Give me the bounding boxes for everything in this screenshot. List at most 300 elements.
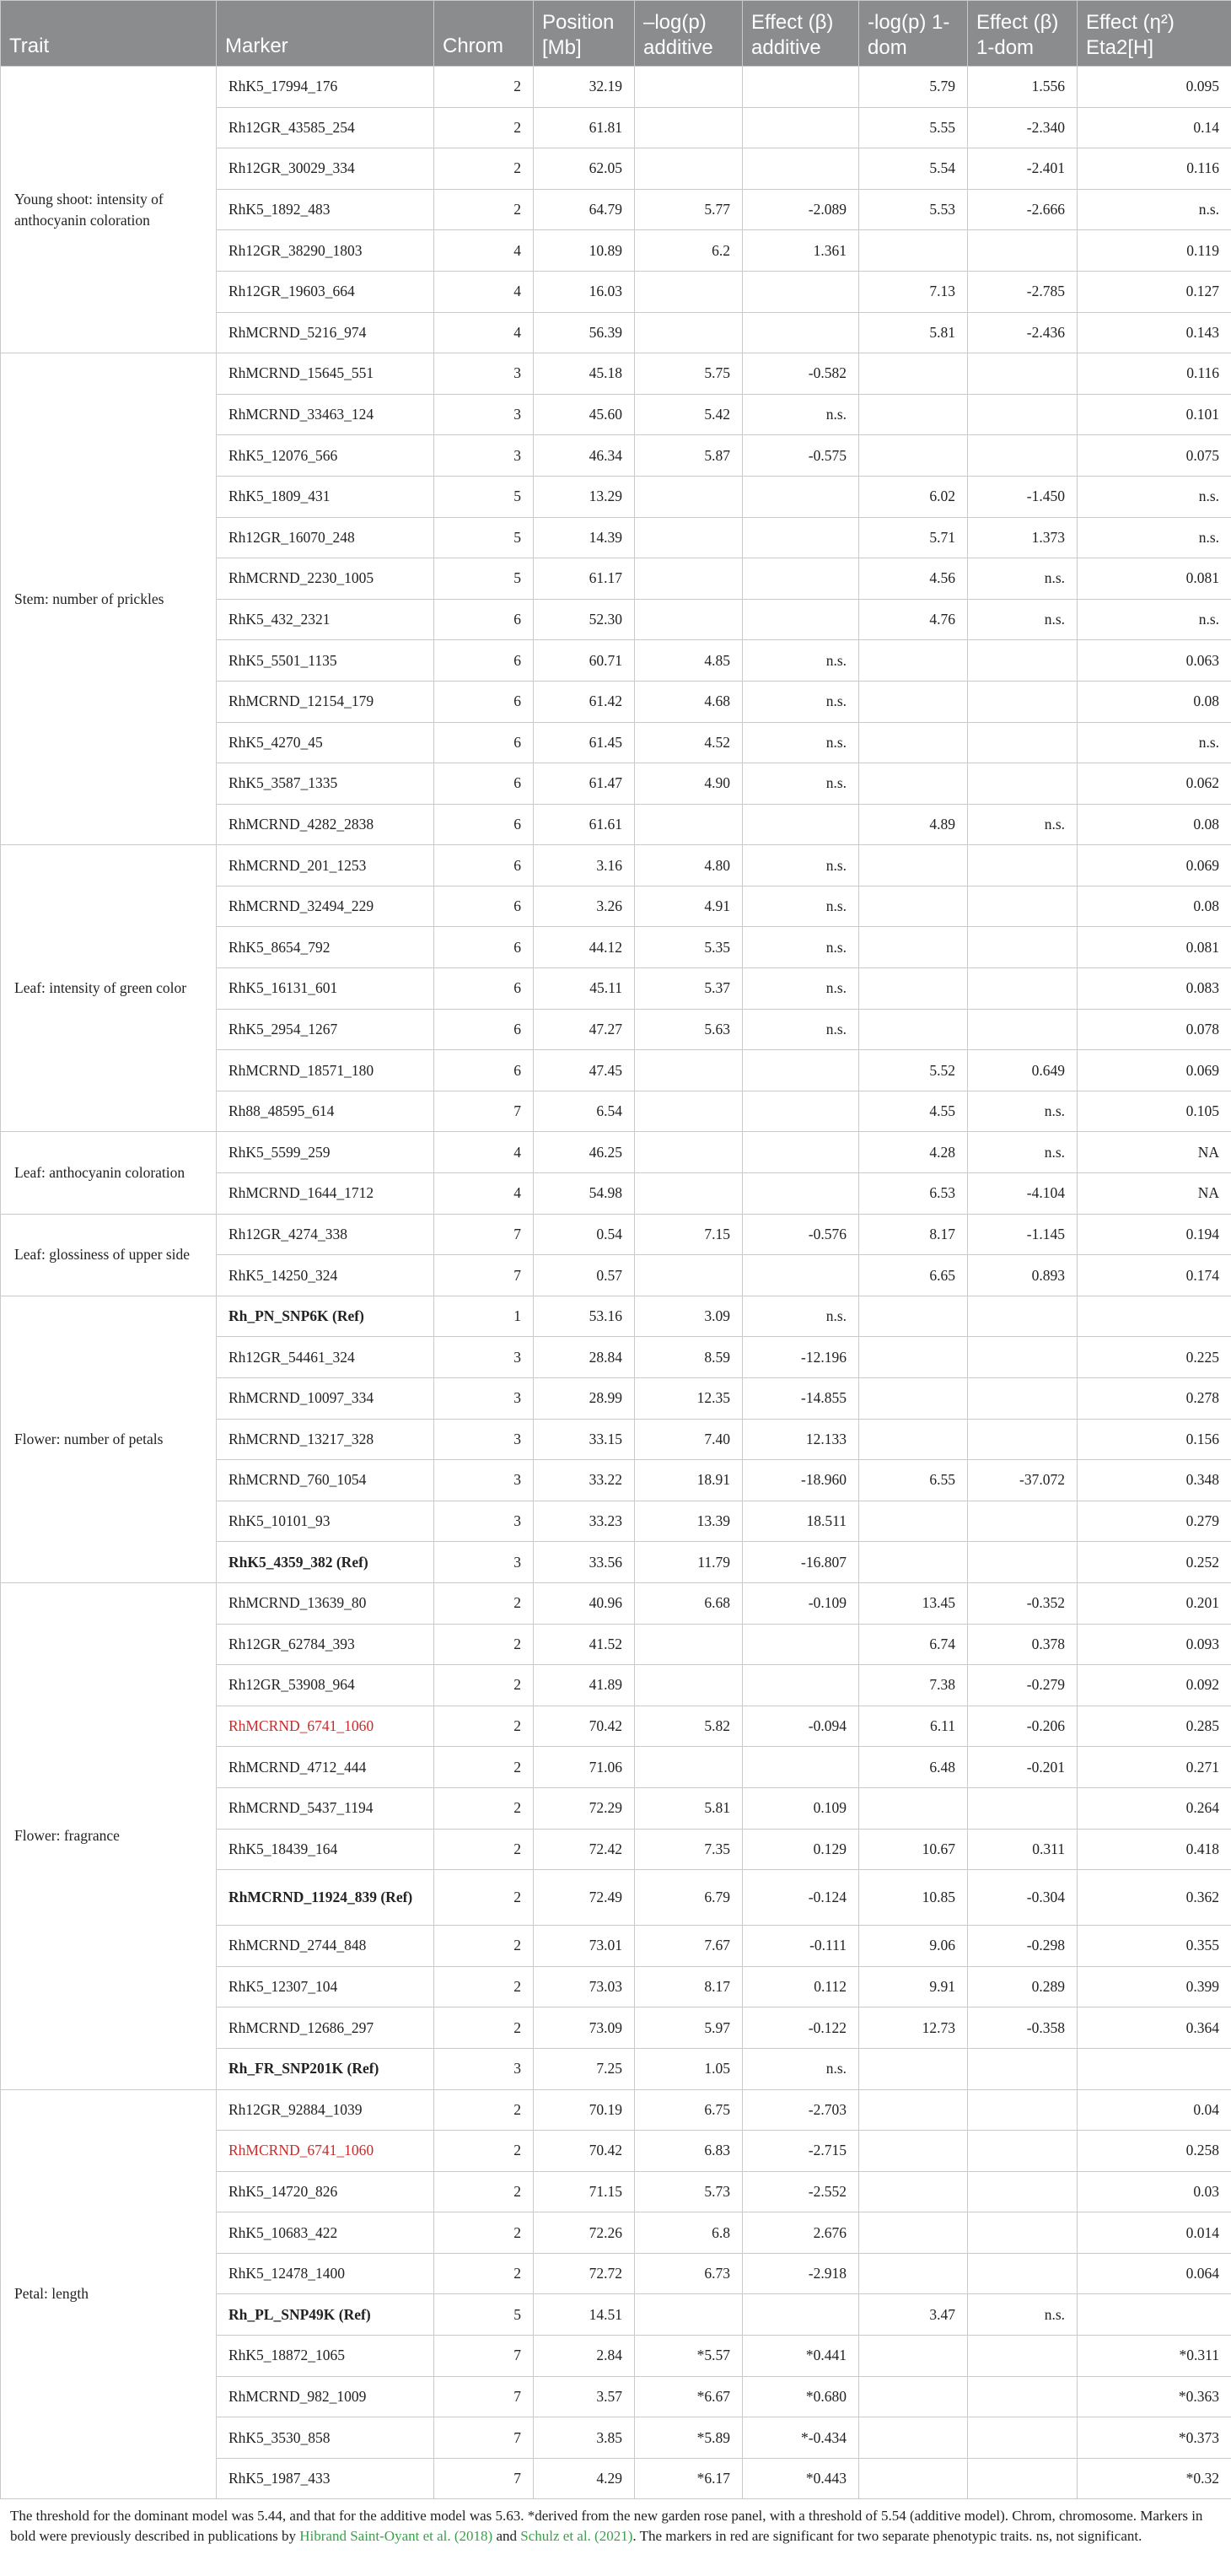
- position-cell: 33.22: [534, 1460, 635, 1501]
- logp-dominant-cell: 7.38: [859, 1665, 968, 1706]
- position-cell: 72.72: [534, 2253, 635, 2294]
- effect-additive-cell: [743, 2294, 859, 2336]
- effect-dominant-cell: [968, 2131, 1078, 2172]
- effect-eta-cell: [1078, 2294, 1231, 2336]
- effect-additive-cell: -0.582: [743, 353, 859, 395]
- effect-dominant-cell: [968, 2171, 1078, 2212]
- effect-eta-cell: 0.083: [1078, 968, 1231, 1010]
- logp-dominant-cell: 6.53: [859, 1173, 968, 1215]
- chrom-cell: 7: [434, 1214, 534, 1255]
- logp-dominant-cell: 6.65: [859, 1255, 968, 1296]
- chrom-cell: 2: [434, 2131, 534, 2172]
- table-body: [1, 67, 1231, 2499]
- position-cell: 32.19: [534, 67, 635, 108]
- position-cell: 0.54: [534, 1214, 635, 1255]
- effect-eta-cell: 0.093: [1078, 1624, 1231, 1665]
- logp-additive-cell: 6.73: [635, 2253, 743, 2294]
- logp-dominant-cell: 4.55: [859, 1091, 968, 1132]
- effect-additive-cell: 12.133: [743, 1419, 859, 1460]
- position-cell: 33.56: [534, 1542, 635, 1583]
- logp-additive-cell: 7.67: [635, 1926, 743, 1967]
- logp-additive-cell: [635, 476, 743, 517]
- reference-link-schulz[interactable]: Schulz et al. (2021): [520, 2528, 633, 2545]
- chrom-cell: 4: [434, 271, 534, 312]
- chrom-cell: 2: [434, 1747, 534, 1788]
- marker-cell: RhK5_18439_164: [217, 1829, 434, 1870]
- position-cell: 72.42: [534, 1829, 635, 1870]
- marker-cell: RhMCRND_982_1009: [217, 2376, 434, 2417]
- logp-additive-cell: [635, 517, 743, 558]
- effect-additive-cell: [743, 148, 859, 190]
- effect-additive-cell: [743, 1173, 859, 1215]
- marker-cell: RhMCRND_760_1054: [217, 1460, 434, 1501]
- marker-cell: RhMCRND_15645_551: [217, 353, 434, 395]
- logp-dominant-cell: 3.47: [859, 2294, 968, 2336]
- marker-cell: RhMCRND_13639_80: [217, 1582, 434, 1624]
- marker-cell: RhMCRND_13217_328: [217, 1419, 434, 1460]
- effect-eta-cell: 0.285: [1078, 1706, 1231, 1747]
- chrom-cell: 2: [434, 1624, 534, 1665]
- effect-additive-cell: n.s.: [743, 886, 859, 927]
- logp-dominant-cell: [859, 1501, 968, 1542]
- position-cell: 7.25: [534, 2048, 635, 2089]
- effect-additive-cell: [743, 1747, 859, 1788]
- position-cell: 46.25: [534, 1132, 635, 1173]
- chrom-cell: 7: [434, 1091, 534, 1132]
- position-cell: 61.42: [534, 681, 635, 722]
- effect-dominant-cell: [968, 681, 1078, 722]
- position-cell: 13.29: [534, 476, 635, 517]
- chrom-cell: 2: [434, 1870, 534, 1926]
- effect-eta-cell: 0.399: [1078, 1966, 1231, 2007]
- header-trait: Trait: [1, 1, 217, 67]
- logp-dominant-cell: 5.81: [859, 312, 968, 353]
- effect-dominant-cell: -37.072: [968, 1460, 1078, 1501]
- logp-additive-cell: 5.77: [635, 189, 743, 230]
- effect-eta-cell: 0.063: [1078, 640, 1231, 682]
- position-cell: 41.89: [534, 1665, 635, 1706]
- effect-additive-cell: [743, 271, 859, 312]
- effect-additive-cell: n.s.: [743, 1009, 859, 1050]
- logp-additive-cell: 13.39: [635, 1501, 743, 1542]
- logp-additive-cell: [635, 1665, 743, 1706]
- effect-dominant-cell: 0.893: [968, 1255, 1078, 1296]
- position-cell: 61.61: [534, 804, 635, 845]
- logp-additive-cell: [635, 1624, 743, 1665]
- logp-dominant-cell: 5.53: [859, 189, 968, 230]
- position-cell: 61.47: [534, 763, 635, 805]
- effect-additive-cell: 0.112: [743, 1966, 859, 2007]
- header-effect-additive: Effect (β) additive: [743, 1, 859, 67]
- effect-eta-cell: 0.225: [1078, 1337, 1231, 1378]
- logp-dominant-cell: [859, 681, 968, 722]
- logp-additive-cell: [635, 1050, 743, 1091]
- table-row: [1, 1582, 1231, 1624]
- effect-additive-cell: [743, 312, 859, 353]
- marker-cell: RhMCRND_2744_848: [217, 1926, 434, 1967]
- logp-dominant-cell: 4.56: [859, 558, 968, 600]
- logp-dominant-cell: [859, 722, 968, 763]
- effect-additive-cell: 2.676: [743, 2212, 859, 2254]
- effect-additive-cell: -0.109: [743, 1582, 859, 1624]
- chrom-cell: 6: [434, 640, 534, 682]
- logp-additive-cell: [635, 67, 743, 108]
- effect-dominant-cell: [968, 2458, 1078, 2499]
- logp-dominant-cell: 6.48: [859, 1747, 968, 1788]
- effect-additive-cell: 0.109: [743, 1787, 859, 1829]
- marker-cell: RhMCRND_1644_1712: [217, 1173, 434, 1215]
- chrom-cell: 6: [434, 804, 534, 845]
- effect-dominant-cell: [968, 2417, 1078, 2459]
- effect-dominant-cell: [968, 1337, 1078, 1378]
- marker-cell: Rh12GR_43585_254: [217, 107, 434, 148]
- effect-additive-cell: n.s.: [743, 640, 859, 682]
- effect-eta-cell: 0.101: [1078, 394, 1231, 435]
- effect-eta-cell: 0.075: [1078, 435, 1231, 477]
- position-cell: 14.39: [534, 517, 635, 558]
- chrom-cell: 2: [434, 1966, 534, 2007]
- marker-cell: RhMCRND_5216_974: [217, 312, 434, 353]
- marker-cell: RhMCRND_6741_1060: [217, 1706, 434, 1747]
- effect-eta-cell: 0.069: [1078, 845, 1231, 887]
- marker-cell: RhMCRND_5437_1194: [217, 1787, 434, 1829]
- position-cell: 71.06: [534, 1747, 635, 1788]
- marker-cell: Rh_FR_SNP201K (Ref): [217, 2048, 434, 2089]
- logp-additive-cell: 8.17: [635, 1966, 743, 2007]
- marker-cell: RhMCRND_11924_839 (Ref): [217, 1870, 434, 1926]
- logp-additive-cell: [635, 1747, 743, 1788]
- logp-additive-cell: [635, 1132, 743, 1173]
- trait-cell: Young shoot: intensity of anthocyanin coloration: [1, 67, 217, 353]
- table-row: [1, 845, 1231, 887]
- position-cell: 52.30: [534, 599, 635, 640]
- effect-dominant-cell: -2.666: [968, 189, 1078, 230]
- effect-eta-cell: 0.04: [1078, 2089, 1231, 2131]
- table-row: [1, 1296, 1231, 1337]
- position-cell: 72.26: [534, 2212, 635, 2254]
- effect-additive-cell: -2.089: [743, 189, 859, 230]
- marker-cell: RhK5_4359_382 (Ref): [217, 1542, 434, 1583]
- effect-additive-cell: [743, 107, 859, 148]
- effect-eta-cell: *0.311: [1078, 2336, 1231, 2377]
- logp-additive-cell: [635, 1091, 743, 1132]
- chrom-cell: 2: [434, 2089, 534, 2131]
- marker-cell: RhMCRND_201_1253: [217, 845, 434, 887]
- effect-dominant-cell: [968, 394, 1078, 435]
- logp-additive-cell: 3.09: [635, 1296, 743, 1337]
- position-cell: 62.05: [534, 148, 635, 190]
- effect-additive-cell: -2.918: [743, 2253, 859, 2294]
- logp-dominant-cell: [859, 394, 968, 435]
- effect-additive-cell: -2.552: [743, 2171, 859, 2212]
- marker-cell: RhK5_16131_601: [217, 968, 434, 1010]
- marker-cell: RhK5_10683_422: [217, 2212, 434, 2254]
- position-cell: 70.19: [534, 2089, 635, 2131]
- effect-eta-cell: 0.194: [1078, 1214, 1231, 1255]
- chrom-cell: 5: [434, 558, 534, 600]
- marker-cell: RhMCRND_12154_179: [217, 681, 434, 722]
- effect-dominant-cell: n.s.: [968, 2294, 1078, 2336]
- logp-additive-cell: 5.63: [635, 1009, 743, 1050]
- effect-additive-cell: -0.576: [743, 1214, 859, 1255]
- logp-dominant-cell: [859, 1787, 968, 1829]
- logp-additive-cell: *5.89: [635, 2417, 743, 2459]
- effect-additive-cell: [743, 1624, 859, 1665]
- logp-additive-cell: [635, 1255, 743, 1296]
- effect-eta-cell: [1078, 1296, 1231, 1337]
- effect-dominant-cell: -0.201: [968, 1747, 1078, 1788]
- chrom-cell: 2: [434, 2212, 534, 2254]
- effect-additive-cell: n.s.: [743, 681, 859, 722]
- logp-additive-cell: [635, 2294, 743, 2336]
- logp-additive-cell: 5.87: [635, 435, 743, 477]
- chrom-cell: 4: [434, 1132, 534, 1173]
- marker-cell: RhK5_3587_1335: [217, 763, 434, 805]
- effect-eta-cell: 0.081: [1078, 927, 1231, 968]
- effect-dominant-cell: n.s.: [968, 599, 1078, 640]
- effect-additive-cell: n.s.: [743, 845, 859, 887]
- position-cell: 61.81: [534, 107, 635, 148]
- chrom-cell: 2: [434, 67, 534, 108]
- logp-additive-cell: [635, 312, 743, 353]
- marker-cell: RhK5_3530_858: [217, 2417, 434, 2459]
- header-chrom: Chrom: [434, 1, 534, 67]
- position-cell: 72.29: [534, 1787, 635, 1829]
- chrom-cell: 4: [434, 230, 534, 272]
- effect-eta-cell: 0.03: [1078, 2171, 1231, 2212]
- effect-dominant-cell: [968, 1009, 1078, 1050]
- header-marker: Marker: [217, 1, 434, 67]
- marker-cell: RhK5_1987_433: [217, 2458, 434, 2499]
- position-cell: 70.42: [534, 2131, 635, 2172]
- effect-additive-cell: -0.124: [743, 1870, 859, 1926]
- position-cell: 44.12: [534, 927, 635, 968]
- header-effect-eta: [1078, 1, 1231, 67]
- footnote-text-1: The threshold for the dominant model was 5.44, and that for the additive model was 5.63. *derived from the new garden rose panel, with a threshold of 5.54 (additive model). Chrom, chromosome. Markers in bold were previously described in publications by: [10, 2508, 1203, 2545]
- marker-cell: RhK5_12076_566: [217, 435, 434, 477]
- logp-dominant-cell: 9.91: [859, 1966, 968, 2007]
- table-row: [1, 1214, 1231, 1255]
- chrom-cell: 7: [434, 2336, 534, 2377]
- effect-eta-cell: 0.355: [1078, 1926, 1231, 1967]
- effect-dominant-cell: [968, 1787, 1078, 1829]
- chrom-cell: 2: [434, 1829, 534, 1870]
- logp-dominant-cell: 9.06: [859, 1926, 968, 1967]
- chrom-cell: 6: [434, 886, 534, 927]
- effect-eta-cell: 0.143: [1078, 312, 1231, 353]
- effect-dominant-cell: -0.358: [968, 2007, 1078, 2049]
- header-row: [1, 1, 1231, 67]
- effect-additive-cell: *-0.434: [743, 2417, 859, 2459]
- logp-dominant-cell: [859, 1296, 968, 1337]
- effect-eta-cell: 0.116: [1078, 353, 1231, 395]
- effect-dominant-cell: -0.279: [968, 1665, 1078, 1706]
- logp-dominant-cell: [859, 2376, 968, 2417]
- position-cell: 61.17: [534, 558, 635, 600]
- chrom-cell: 2: [434, 1706, 534, 1747]
- logp-dominant-cell: 5.79: [859, 67, 968, 108]
- effect-dominant-cell: 1.373: [968, 517, 1078, 558]
- marker-cell: RhK5_5501_1135: [217, 640, 434, 682]
- effect-eta-cell: 0.348: [1078, 1460, 1231, 1501]
- effect-dominant-cell: [968, 2089, 1078, 2131]
- trait-cell: Petal: length: [1, 2089, 217, 2499]
- effect-dominant-cell: [968, 1378, 1078, 1420]
- logp-dominant-cell: 8.17: [859, 1214, 968, 1255]
- logp-additive-cell: *5.57: [635, 2336, 743, 2377]
- marker-cell: RhK5_432_2321: [217, 599, 434, 640]
- effect-additive-cell: [743, 804, 859, 845]
- effect-eta-cell: 0.271: [1078, 1747, 1231, 1788]
- marker-cell: Rh88_48595_614: [217, 1091, 434, 1132]
- effect-eta-cell: 0.069: [1078, 1050, 1231, 1091]
- effect-additive-cell: [743, 476, 859, 517]
- effect-additive-cell: -16.807: [743, 1542, 859, 1583]
- logp-dominant-cell: 13.45: [859, 1582, 968, 1624]
- logp-additive-cell: *6.67: [635, 2376, 743, 2417]
- effect-additive-cell: -2.715: [743, 2131, 859, 2172]
- position-cell: 3.57: [534, 2376, 635, 2417]
- logp-additive-cell: [635, 1173, 743, 1215]
- effect-eta-cell: n.s.: [1078, 722, 1231, 763]
- logp-additive-cell: 4.68: [635, 681, 743, 722]
- logp-additive-cell: 1.05: [635, 2048, 743, 2089]
- logp-additive-cell: *6.17: [635, 2458, 743, 2499]
- marker-cell: RhK5_4270_45: [217, 722, 434, 763]
- logp-dominant-cell: 5.71: [859, 517, 968, 558]
- table-header: [1, 1, 1231, 67]
- effect-additive-cell: [743, 1255, 859, 1296]
- logp-additive-cell: [635, 271, 743, 312]
- effect-eta-cell: 0.08: [1078, 886, 1231, 927]
- marker-cell: RhK5_18872_1065: [217, 2336, 434, 2377]
- marker-cell: RhK5_1809_431: [217, 476, 434, 517]
- marker-cell: RhK5_1892_483: [217, 189, 434, 230]
- marker-cell: Rh12GR_92884_1039: [217, 2089, 434, 2131]
- chrom-cell: 3: [434, 1501, 534, 1542]
- effect-eta-cell: *0.363: [1078, 2376, 1231, 2417]
- effect-dominant-cell: [968, 230, 1078, 272]
- effect-additive-cell: n.s.: [743, 1296, 859, 1337]
- marker-cell: RhK5_17994_176: [217, 67, 434, 108]
- position-cell: 28.84: [534, 1337, 635, 1378]
- position-cell: 28.99: [534, 1378, 635, 1420]
- logp-additive-cell: 4.80: [635, 845, 743, 887]
- logp-additive-cell: 5.75: [635, 353, 743, 395]
- effect-dominant-cell: 0.311: [968, 1829, 1078, 1870]
- marker-cell: RhK5_12307_104: [217, 1966, 434, 2007]
- effect-eta-cell: 0.014: [1078, 2212, 1231, 2254]
- effect-additive-cell: n.s.: [743, 763, 859, 805]
- effect-dominant-cell: 0.649: [968, 1050, 1078, 1091]
- logp-dominant-cell: [859, 2336, 968, 2377]
- effect-dominant-cell: 0.378: [968, 1624, 1078, 1665]
- effect-additive-cell: -14.855: [743, 1378, 859, 1420]
- position-cell: 47.27: [534, 1009, 635, 1050]
- chrom-cell: 6: [434, 599, 534, 640]
- logp-additive-cell: [635, 148, 743, 190]
- logp-dominant-cell: [859, 2458, 968, 2499]
- chrom-cell: 3: [434, 1378, 534, 1420]
- effect-additive-cell: [743, 558, 859, 600]
- logp-dominant-cell: [859, 968, 968, 1010]
- logp-dominant-cell: 4.28: [859, 1132, 968, 1173]
- position-cell: 2.84: [534, 2336, 635, 2377]
- effect-eta-cell: [1078, 2048, 1231, 2089]
- chrom-cell: 3: [434, 435, 534, 477]
- logp-additive-cell: 6.2: [635, 230, 743, 272]
- chrom-cell: 6: [434, 927, 534, 968]
- chrom-cell: 4: [434, 312, 534, 353]
- header-eta-line2: Eta2[H]: [1086, 36, 1154, 59]
- effect-additive-cell: [743, 67, 859, 108]
- trait-cell: Leaf: glossiness of upper side: [1, 1214, 217, 1296]
- chrom-cell: 6: [434, 722, 534, 763]
- effect-dominant-cell: -2.785: [968, 271, 1078, 312]
- logp-additive-cell: 5.37: [635, 968, 743, 1010]
- logp-dominant-cell: 4.76: [859, 599, 968, 640]
- chrom-cell: 1: [434, 1296, 534, 1337]
- marker-cell: Rh12GR_19603_664: [217, 271, 434, 312]
- header-logp-additive: –log(p) additive: [635, 1, 743, 67]
- logp-additive-cell: 5.97: [635, 2007, 743, 2049]
- effect-dominant-cell: [968, 435, 1078, 477]
- effect-dominant-cell: -1.450: [968, 476, 1078, 517]
- effect-additive-cell: *0.441: [743, 2336, 859, 2377]
- effect-eta-cell: 0.264: [1078, 1787, 1231, 1829]
- logp-dominant-cell: 6.55: [859, 1460, 968, 1501]
- chrom-cell: 7: [434, 2376, 534, 2417]
- marker-cell: RhK5_5599_259: [217, 1132, 434, 1173]
- marker-cell: Rh_PN_SNP6K (Ref): [217, 1296, 434, 1337]
- effect-dominant-cell: [968, 640, 1078, 682]
- logp-additive-cell: 5.81: [635, 1787, 743, 1829]
- effect-eta-cell: 0.418: [1078, 1829, 1231, 1870]
- logp-dominant-cell: 7.13: [859, 271, 968, 312]
- logp-dominant-cell: 5.54: [859, 148, 968, 190]
- effect-additive-cell: n.s.: [743, 2048, 859, 2089]
- chrom-cell: 5: [434, 2294, 534, 2336]
- logp-dominant-cell: [859, 1009, 968, 1050]
- logp-dominant-cell: 10.67: [859, 1829, 968, 1870]
- marker-cell: RhK5_2954_1267: [217, 1009, 434, 1050]
- logp-dominant-cell: 5.55: [859, 107, 968, 148]
- position-cell: 3.85: [534, 2417, 635, 2459]
- trait-cell: Leaf: intensity of green color: [1, 845, 217, 1132]
- effect-dominant-cell: [968, 2376, 1078, 2417]
- logp-additive-cell: 5.35: [635, 927, 743, 968]
- position-cell: 72.49: [534, 1870, 635, 1926]
- logp-dominant-cell: [859, 845, 968, 887]
- effect-eta-cell: 0.119: [1078, 230, 1231, 272]
- logp-additive-cell: 6.8: [635, 2212, 743, 2254]
- chrom-cell: 3: [434, 2048, 534, 2089]
- position-cell: 16.03: [534, 271, 635, 312]
- effect-dominant-cell: -2.340: [968, 107, 1078, 148]
- logp-additive-cell: 4.91: [635, 886, 743, 927]
- effect-dominant-cell: [968, 968, 1078, 1010]
- marker-cell: Rh12GR_30029_334: [217, 148, 434, 190]
- effect-eta-cell: 0.116: [1078, 148, 1231, 190]
- logp-dominant-cell: [859, 886, 968, 927]
- position-cell: 70.42: [534, 1706, 635, 1747]
- effect-additive-cell: [743, 1132, 859, 1173]
- trait-cell: Leaf: anthocyanin coloration: [1, 1132, 217, 1214]
- logp-dominant-cell: [859, 763, 968, 805]
- reference-link-hibrand[interactable]: Hibrand Saint-Oyant et al. (2018): [299, 2528, 493, 2545]
- effect-dominant-cell: -0.206: [968, 1706, 1078, 1747]
- chrom-cell: 2: [434, 1665, 534, 1706]
